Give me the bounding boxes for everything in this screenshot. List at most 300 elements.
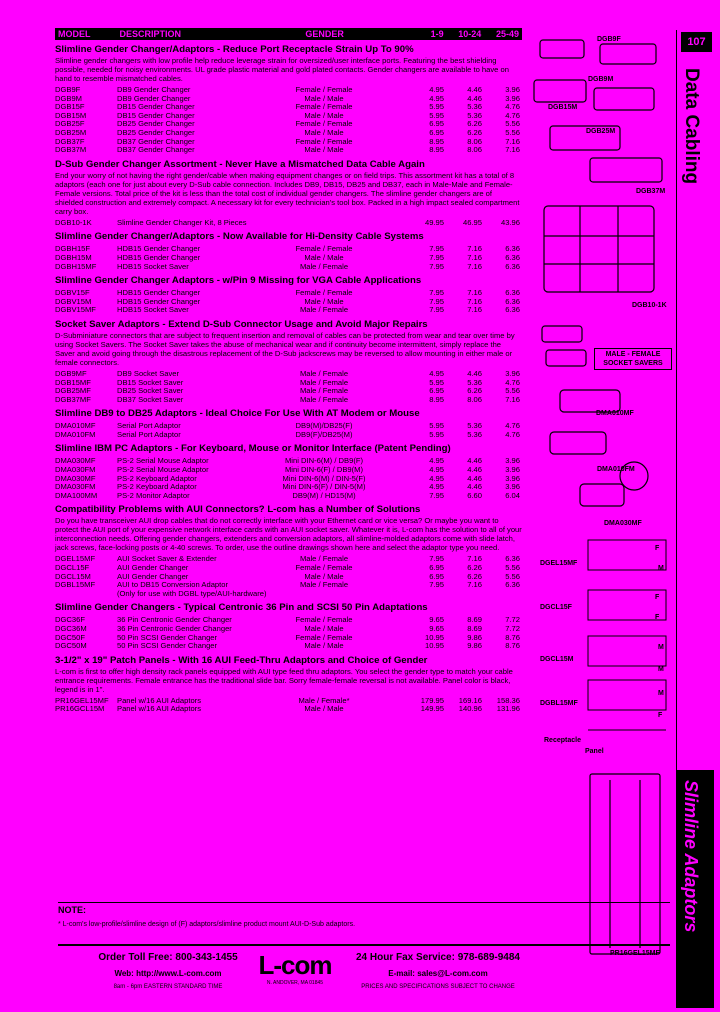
footer-left — [68, 952, 268, 990]
cell-description: HDB15 Gender Changer — [117, 252, 201, 262]
cell-price-1-9: 4.95 — [429, 482, 444, 492]
cell-price-10-24: 7.16 — [467, 554, 482, 564]
cell-price-1-9: 149.95 — [420, 704, 444, 714]
cell-description: Panel w/16 AUI Adaptors — [117, 695, 202, 705]
cell-price-10-24: 4.46 — [467, 465, 482, 475]
cell-price-25-49: 5.56 — [505, 563, 520, 573]
cell-price-25-49: 5.56 — [505, 119, 520, 129]
cell-gender: DB9(F)/DB25(M) — [295, 429, 353, 439]
cell-price-10-24 — [444, 590, 482, 599]
header-gender: GENDER — [305, 29, 344, 39]
cell-price-10-24: 7.16 — [467, 305, 482, 315]
table-row — [55, 146, 522, 155]
cell-price-1-9: 10.95 — [424, 641, 444, 651]
cell-price-25-49: 3.96 — [505, 456, 520, 466]
catalog-section — [55, 319, 522, 404]
lcom-logo — [254, 952, 336, 986]
socket-saver-box: MALE - FEMALE SOCKET SAVERS — [594, 348, 672, 370]
cell-price-1-9: 4.95 — [429, 473, 444, 483]
cell-description: PS-2 Keyboard Adaptor — [117, 473, 197, 483]
cell-price-1-9: 5.95 — [429, 429, 444, 439]
note-text: * L-com's low-profile/slimline design of (F) adaptors/slimline product mount AUI-D-Sub adaptors. — [58, 921, 356, 928]
cell-gender: Female / Female — [295, 85, 353, 94]
cell-description: DB25 Socket Saver — [117, 386, 184, 396]
cell-gender: Male / Male — [304, 93, 344, 103]
catalog-section — [55, 408, 522, 439]
cell-description: DB25 Gender Changer — [117, 127, 195, 137]
cell-description: Serial Port Adaptor — [117, 421, 181, 431]
cell-model: DGB15F — [55, 102, 85, 112]
cell-gender: Male / Male — [304, 145, 344, 155]
label-dgcl15m-g1: M — [658, 644, 664, 651]
cell-description: AUI Gender Changer — [117, 563, 189, 573]
cell-gender: Female / Female — [295, 632, 353, 642]
section-body: End your worry of not having the right gender/cable when making equipment changes or on field trips. This assortment kit has a total of 8 adaptors (each one for just about every D-Sub cable connection. Includes DB9, DB15, DB25 and DB37, each in Male-Male and Female-Female versions. Total price of the kit is less than the total cost of individual gender changers. The slimline gender changers are of shielded construction and extremely compact. A necessary kit for every technician's tool box. Packed in a high impact sealed compartment carry box. — [55, 170, 520, 216]
cell-price-10-24: 9.86 — [467, 641, 482, 651]
cell-price-10-24: 4.46 — [467, 93, 482, 103]
table-row — [55, 219, 522, 228]
cell-price-10-24: 5.36 — [467, 110, 482, 120]
cell-gender — [249, 590, 399, 599]
cell-price-25-49: 7.16 — [505, 136, 520, 146]
cell-gender: Female / Female — [295, 102, 353, 112]
cell-price-25-49: 3.96 — [505, 93, 520, 103]
cell-description: DB15 Gender Changer — [117, 102, 195, 112]
section-title: Slimline Gender Changer Adaptors - w/Pin 9 Missing for VGA Cable Applications — [55, 275, 422, 287]
section-body: Slimline gender changers with low profile help reduce leverage strain for oversized/user interface ports. Featuring the best shielding possible, needed for noisy environments. UL grade plastic material and gold plated contacts. Gender changers are available to have on hand to resemble mismatched cables. — [55, 56, 509, 83]
cell-price-1-9: 8.95 — [429, 136, 444, 146]
label-receptacle: Receptacle — [544, 737, 581, 744]
cell-gender: Female / Female — [295, 288, 353, 298]
cell-price-10-24: 8.06 — [467, 394, 482, 404]
cell-gender: Male / Male — [304, 624, 344, 633]
cell-gender: Male / Male — [304, 296, 344, 306]
cell-model: DMA010FM — [55, 429, 96, 439]
cell-price-1-9: 7.95 — [429, 554, 444, 564]
catalog-section — [55, 602, 522, 650]
table-row — [55, 590, 522, 599]
footer-right — [338, 952, 538, 990]
cell-gender: Female / Female — [295, 244, 353, 254]
cell-price-10-24: 7.16 — [467, 580, 482, 590]
cell-price-1-9: 8.95 — [429, 394, 444, 404]
product-rows — [55, 697, 522, 714]
header-price-2: 10-24 — [458, 29, 482, 39]
table-row — [55, 263, 522, 272]
section-title: Slimline DB9 to DB25 Adaptors - Ideal Choice For Use With AT Modem or Mouse — [55, 408, 420, 420]
cell-price-1-9: 4.95 — [429, 465, 444, 475]
section-title: Compatibility Problems with AUI Connectors? L-com has a Number of Solutions — [55, 504, 421, 516]
product-rows — [55, 219, 522, 228]
cell-price-25-49: 3.96 — [505, 482, 520, 492]
cell-price-10-24: 8.69 — [467, 615, 482, 625]
product-rows — [55, 457, 522, 500]
side-subtitle: Slimline Adaptors — [681, 780, 701, 933]
cell-gender: Female / Female — [295, 119, 353, 129]
cell-price-1-9: 6.95 — [429, 571, 444, 581]
cell-price-1-9: 7.95 — [429, 252, 444, 262]
cell-price-1-9: 5.95 — [429, 110, 444, 120]
cell-model: DGB25M — [55, 127, 87, 137]
note-box — [58, 902, 670, 928]
cell-gender: Male / Male — [304, 252, 344, 262]
cell-price-1-9: 7.95 — [429, 288, 444, 298]
cell-model: PR16GCL15M — [55, 704, 105, 714]
cell-gender: Male / Female — [299, 377, 349, 387]
footer — [58, 944, 670, 1012]
header-description: DESCRIPTION — [119, 29, 181, 39]
cell-price-25-49: 4.76 — [505, 421, 520, 431]
page-number: 107 — [681, 32, 712, 52]
cell-model: DMA030FM — [55, 482, 96, 492]
cell-price-1-9: 7.95 — [429, 580, 444, 590]
header-model: MODEL — [58, 29, 91, 39]
cell-gender: Female / Female — [295, 615, 353, 625]
cell-price-1-9: 7.95 — [429, 305, 444, 315]
section-title: Slimline Gender Changer/Adaptors - Reduce Port Receptacle Strain Up To 90% — [55, 44, 414, 55]
catalog-section — [55, 504, 522, 598]
cell-price-25-49: 7.16 — [505, 145, 520, 155]
cell-gender: Female / Female — [295, 563, 353, 573]
cell-gender: Mini DIN-6(F) / DIN-5(M) — [282, 482, 366, 492]
catalog-section — [55, 159, 522, 228]
cell-description: HDB15 Gender Changer — [117, 296, 201, 306]
table-header — [55, 28, 522, 40]
cell-description: DB37 Gender Changer — [117, 136, 195, 146]
label-panel-model: PR16GEL15MF — [610, 950, 660, 957]
cell-price-25-49: 43.96 — [500, 217, 520, 227]
cell-price-25-49: 5.56 — [505, 571, 520, 581]
cell-price-25-49 — [482, 590, 520, 599]
cell-description: HDB15 Socket Saver — [117, 305, 189, 315]
section-title: 3-1/2" x 19" Patch Panels - With 16 AUI Feed-Thru Adaptors and Choice of Gender — [55, 654, 428, 666]
cell-model: DGB37F — [55, 136, 85, 146]
patch-panel-photo — [560, 770, 670, 960]
section-body: L-com is first to offer high density rack panels equipped with AUI type feed thru adaptors. You select the gender type to match your cable entrance requirements. Female entrance has the traditional slide bar. Sorry female-female reversal is not available. Panel color is black, legend is in 1". — [55, 666, 513, 694]
cell-price-1-9 — [399, 590, 444, 599]
label-dgcl15f-g2: F — [655, 614, 660, 621]
cell-model: DMA030FM — [55, 465, 96, 475]
gender-kit-photo — [532, 200, 670, 300]
cell-price-10-24: 4.46 — [467, 85, 482, 94]
cell-price-25-49: 5.56 — [505, 127, 520, 137]
product-rows — [55, 370, 522, 404]
cell-model: PR16GEL15MF — [55, 695, 109, 705]
cell-description: DB9 Gender Changer — [117, 93, 191, 103]
cell-description: HDB15 Gender Changer — [117, 288, 201, 298]
cell-model: DGC36M — [55, 624, 87, 633]
cell-price-25-49: 4.76 — [505, 377, 520, 387]
section-title: Slimline IBM PC Adaptors - For Keyboard, Mouse or Monitor Interface (Patent Pending) — [55, 443, 451, 455]
cell-description: DB37 Gender Changer — [117, 145, 195, 155]
cell-price-25-49: 4.76 — [505, 429, 520, 439]
label-dgcl15f: DGCL15F — [540, 604, 572, 611]
cell-price-25-49: 6.36 — [505, 244, 520, 254]
cell-price-25-49: 158.36 — [496, 695, 520, 705]
cell-price-10-24: 7.16 — [467, 296, 482, 306]
cell-price-1-9: 4.95 — [429, 93, 444, 103]
label-dgbl15mf-g2: F — [658, 712, 663, 719]
cell-price-1-9: 9.65 — [429, 624, 444, 633]
cell-gender: Mini DIN-6(M) / DB9(F) — [284, 456, 364, 466]
cell-model: DGBH15F — [55, 244, 91, 254]
label-dgb25m: DGB25M — [586, 128, 616, 135]
cell-price-10-24: 169.16 — [458, 695, 482, 705]
cell-gender: Male / Male — [304, 110, 344, 120]
web-link[interactable]: Web: http://www.L-com.com — [114, 969, 222, 978]
cell-description: DB37 Socket Saver — [117, 394, 184, 404]
cell-gender: Male / Female* — [298, 695, 350, 705]
note-title: NOTE: — [58, 905, 86, 915]
cell-price-10-24: 7.16 — [467, 244, 482, 254]
cell-price-10-24: 8.69 — [467, 624, 482, 633]
section-title: Slimline Gender Changer/Adaptors - Now Available for Hi-Density Cable Systems — [55, 231, 424, 243]
label-dgbl15mf: DGBL15MF — [540, 700, 578, 707]
cell-model: DGCL15M — [55, 571, 91, 581]
product-rows — [55, 422, 522, 439]
cell-price-1-9: 9.65 — [429, 615, 444, 625]
table-row — [55, 306, 522, 315]
cell-price-10-24: 6.26 — [467, 119, 482, 129]
cell-model: DGB9M — [55, 93, 83, 103]
cell-description: 50 Pin SCSI Gender Changer — [117, 632, 218, 642]
cell-price-10-24: 5.36 — [467, 421, 482, 431]
label-dgb9f: DGB9F — [597, 36, 621, 43]
cell-model: DGBV15F — [55, 288, 90, 298]
cell-gender: Male / Female — [299, 386, 349, 396]
cell-description: PS-2 Monitor Adaptor — [117, 490, 190, 500]
cell-price-1-9: 6.95 — [429, 386, 444, 396]
cell-gender: DB9(M)/DB25(F) — [295, 421, 353, 431]
cell-price-1-9: 7.95 — [429, 261, 444, 271]
cell-price-25-49: 4.76 — [505, 102, 520, 112]
label-kit: DGB10-1K — [632, 302, 667, 309]
cell-price-1-9: 179.95 — [420, 695, 444, 705]
cell-description: DB15 Socket Saver — [117, 377, 184, 387]
cell-price-1-9: 6.95 — [429, 119, 444, 129]
cell-description: 36 Pin Centronic Gender Changer — [117, 615, 232, 625]
cell-model: DMA100MM — [55, 490, 98, 500]
cell-gender: Male / Female — [299, 305, 349, 315]
cell-model: DGBV15M — [55, 296, 92, 306]
cell-price-25-49: 6.36 — [505, 296, 520, 306]
cell-price-10-24: 8.06 — [467, 145, 482, 155]
section-body: D-Subminiature connectors that are subject to frequent insertion and removal of cables can be protected from wear and tear over time by using Socket Savers. The Socket Saver takes the abuse of mechanical wear and if continuity become intermittent, simply replace the Saver and avoid going through the disastrous replacement of the D-Sub jackscrews may be reversed to allow mounting in either male or female connectors. — [55, 330, 515, 367]
cell-price-1-9: 10.95 — [424, 632, 444, 642]
header-price-1: 1-9 — [430, 29, 444, 39]
cell-description: DB25 Gender Changer — [117, 119, 195, 129]
cell-price-1-9: 5.95 — [429, 102, 444, 112]
cell-model: DGCL15F — [55, 563, 90, 573]
cell-price-25-49: 6.36 — [505, 288, 520, 298]
cell-gender: Male / Female — [299, 554, 349, 564]
cell-model: DGB9F — [55, 85, 81, 94]
table-row — [55, 705, 522, 714]
cell-price-25-49: 6.36 — [505, 261, 520, 271]
cell-price-10-24: 46.95 — [462, 217, 482, 227]
cell-price-10-24: 4.46 — [467, 368, 482, 378]
catalog-section — [55, 275, 522, 315]
cell-model: DGC50F — [55, 632, 85, 642]
product-rows — [55, 245, 522, 271]
cell-model: DGB10-1K — [55, 217, 92, 227]
dma-adaptor-icon — [540, 380, 670, 520]
cell-description: HDB15 Socket Saver — [117, 261, 189, 271]
cell-price-1-9: 5.95 — [429, 377, 444, 387]
cell-gender: Male / Male — [304, 704, 344, 714]
product-rows — [55, 289, 522, 315]
cell-price-25-49: 7.72 — [505, 624, 520, 633]
table-row — [55, 492, 522, 501]
cell-price-1-9: 49.95 — [424, 217, 444, 227]
cell-description: HDB15 Gender Changer — [117, 244, 201, 254]
cell-description: 50 Pin SCSI Gender Changer — [117, 641, 218, 651]
label-dgcl15m-g2: M — [658, 666, 664, 673]
cell-description: AUI Gender Changer — [117, 571, 189, 581]
cell-price-25-49: 8.76 — [505, 632, 520, 642]
cell-gender: Mini DIN-6(F) / DB9(M) — [284, 465, 364, 475]
section-title: D-Sub Gender Changer Assortment - Never Have a Mismatched Data Cable Again — [55, 158, 425, 170]
cell-gender: Male / Female — [299, 394, 349, 404]
cell-price-1-9: 8.95 — [429, 145, 444, 155]
cell-price-1-9: 7.95 — [429, 490, 444, 500]
cell-price-10-24: 9.86 — [467, 632, 482, 642]
cell-model: DMA010MF — [55, 421, 96, 431]
cell-model: DGB25MF — [55, 386, 91, 396]
cell-gender: Male / Female — [299, 368, 349, 378]
cell-price-10-24: 6.26 — [467, 563, 482, 573]
cell-price-1-9: 4.95 — [429, 85, 444, 94]
table-row — [55, 431, 522, 440]
product-rows — [55, 616, 522, 650]
cell-description: AUI Socket Saver & Extender — [117, 554, 217, 564]
cell-model: DGB15M — [55, 110, 87, 120]
cell-description: DB9 Socket Saver — [117, 368, 180, 378]
patch-panel-icon — [560, 770, 670, 960]
cell-price-10-24: 8.06 — [467, 136, 482, 146]
cell-price-25-49: 131.96 — [496, 704, 520, 714]
label-dma030mf: DMA030MF — [604, 520, 642, 527]
order-phone: Order Toll Free: 800-343-1455 — [98, 952, 238, 963]
side-title: Data Cabling — [681, 68, 702, 185]
header-price-3: 25-49 — [495, 29, 519, 39]
cell-model: DGBV15MF — [55, 305, 96, 315]
cell-price-10-24: 5.36 — [467, 102, 482, 112]
cell-model: DGBH15M — [55, 252, 92, 262]
kit-box-icon — [532, 200, 670, 300]
catalog-section — [55, 443, 522, 500]
cell-description: Panel w/16 AUI Adaptors — [117, 704, 202, 714]
cell-model: DGC36F — [55, 615, 85, 625]
email-link[interactable]: E-mail: sales@L-com.com — [388, 969, 488, 978]
cell-price-1-9: 4.95 — [429, 456, 444, 466]
label-panel: Panel — [585, 748, 604, 755]
cell-price-25-49: 3.96 — [505, 85, 520, 94]
catalog-section — [55, 655, 522, 714]
label-dgel15mf-g1: F — [655, 545, 660, 552]
cell-price-1-9: 4.95 — [429, 368, 444, 378]
cell-model: DGB15MF — [55, 377, 91, 387]
cell-model: DGEL15MF — [55, 554, 96, 564]
cell-gender: Male / Female — [299, 261, 349, 271]
cell-gender: Female / Female — [295, 136, 353, 146]
catalog-section — [55, 231, 522, 271]
cell-model: DMA030MF — [55, 456, 96, 466]
cell-model: DMA030MF — [55, 473, 96, 483]
cell-price-10-24: 6.26 — [467, 571, 482, 581]
cell-description: Serial Port Adaptor — [117, 429, 181, 439]
cell-gender: Male / Male — [304, 571, 344, 581]
cell-price-25-49: 6.36 — [505, 554, 520, 564]
label-dgcl15f-g1: F — [655, 594, 660, 601]
fax-service: 24 Hour Fax Service: 978-689-9484 — [356, 952, 520, 963]
table-row — [55, 642, 522, 651]
label-dgcl15m: DGCL15M — [540, 656, 574, 663]
business-hours: 8am - 6pm EASTERN STANDARD TIME — [113, 984, 223, 990]
sections-container — [55, 44, 522, 714]
product-rows — [55, 555, 522, 598]
cell-price-10-24: 6.60 — [467, 490, 482, 500]
label-dgb37m: DGB37M — [636, 188, 666, 195]
cell-price-25-49: 8.76 — [505, 641, 520, 651]
cell-price-25-49: 3.96 — [505, 368, 520, 378]
cell-price-10-24: 5.36 — [467, 377, 482, 387]
cell-model: DGB25F — [55, 119, 85, 129]
label-dgb9m: DGB9M — [588, 76, 614, 83]
cell-gender: Male / Male — [304, 127, 344, 137]
cell-description: DB9 Gender Changer — [117, 85, 191, 94]
cell-price-1-9: 6.95 — [429, 127, 444, 137]
label-dgb15m: DGB15M — [548, 104, 578, 111]
cell-price-10-24: 7.16 — [467, 252, 482, 262]
catalog-section — [55, 44, 522, 155]
cell-description: DB15 Gender Changer — [117, 110, 195, 120]
logo-address: N. ANDOVER, MA 01845 — [266, 980, 324, 986]
cell-price-25-49: 5.56 — [505, 386, 520, 396]
cell-price-10-24: 6.26 — [467, 386, 482, 396]
cell-description: PS-2 Serial Mouse Adaptor — [117, 465, 209, 475]
cell-price-25-49: 3.96 — [505, 465, 520, 475]
cell-model — [55, 590, 117, 599]
label-dgel15mf: DGEL15MF — [540, 560, 578, 567]
cell-gender: Mini DIN-6(M) / DIN-5(F) — [282, 473, 366, 483]
product-catalog — [55, 28, 522, 714]
logo-wordmark: L-com — [258, 950, 332, 980]
cell-price-25-49: 6.36 — [505, 252, 520, 262]
cell-description: AUI to DB15 Conversion Adaptor — [117, 580, 229, 590]
cell-price-25-49: 3.96 — [505, 473, 520, 483]
table-row — [55, 396, 522, 405]
pricing-note: PRICES AND SPECIFICATIONS SUBJECT TO CHANGE — [361, 984, 515, 990]
cell-price-10-24: 6.26 — [467, 127, 482, 137]
section-title: Slimline Gender Changers - Typical Centronic 36 Pin and SCSI 50 Pin Adaptations — [55, 602, 428, 614]
cell-gender: DB9(M) / HD15(M) — [292, 490, 356, 500]
cell-price-25-49: 6.04 — [505, 490, 520, 500]
cell-description: (Only for use with DGBL type/AUI-hardware) — [117, 588, 267, 598]
label-dgel15mf-g2: M — [658, 565, 664, 572]
cell-price-10-24: 4.46 — [467, 456, 482, 466]
cell-price-10-24: 140.96 — [458, 704, 482, 714]
cell-model: DGBL15MF — [55, 580, 96, 590]
cell-model: DGC50M — [55, 641, 87, 651]
cell-price-10-24: 4.46 — [467, 482, 482, 492]
dma-adaptors-photo — [540, 380, 670, 520]
cell-model: DGBH15MF — [55, 261, 97, 271]
cell-gender: Male / Male — [304, 641, 344, 651]
cell-description: 36 Pin Centronic Gender Changer — [117, 624, 232, 633]
cell-gender: Male / Female — [299, 580, 349, 590]
cell-price-10-24: 7.16 — [467, 261, 482, 271]
